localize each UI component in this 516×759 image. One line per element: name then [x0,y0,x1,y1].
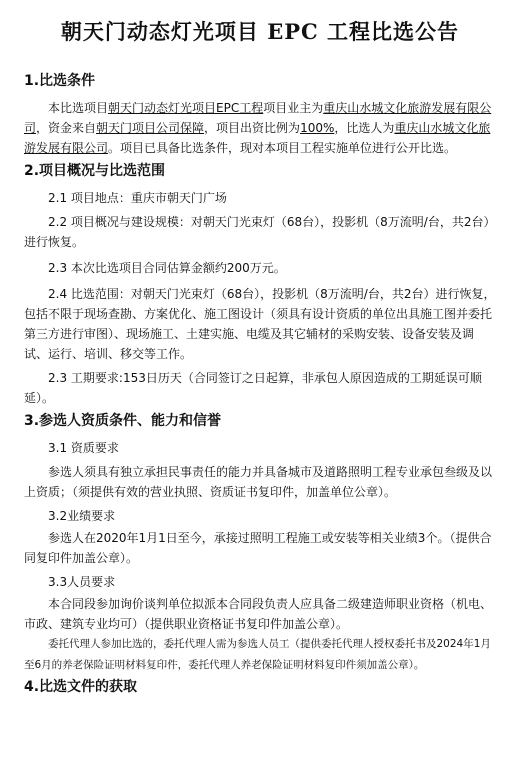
section-3-1-text: 参选人须具有独立承担民事责任的能力并具备城市及道路照明工程专业承包叁级及以上资质；（须提供有效的营业执照、资质证书复印件，加盖单位公章）。 [24,465,493,499]
section-3-2-text: 参选人在2020年1月1日至今，承接过照明工程施工或安装等相关业绩3个。（提供合同复印件加盖公章）。 [24,531,492,565]
section-1-heading: 1.比选条件 [24,73,96,89]
section-3-3-text: 本合同段参加询价谈判单位拟派本合同段负责人应具备二级建造师职业资格（机电、市政、建筑专业均可）（提供职业资格证书复印件加盖公章）。 [24,597,493,631]
project-name: 朝天门动态灯光项目EPC工程 [108,101,264,115]
section-2-heading: 2.项目概况与比选范围 [24,163,166,179]
section-3-3-agent-note: 委托代理人参加比选的，委托代理人需为参选人员工（提供委托代理人授权委托书及2024年1月至6月的养老保险证明材料复印件，委托代理人养老保险证明材料复印件须加盖公章）。 [24,638,491,671]
section-4-heading: 4.比选文件的获取 [24,679,138,695]
funding-ratio: 100% [300,121,335,135]
section-3-3: 3.3人员要求 [48,575,116,589]
section-1-paragraph: 本比选项目朝天门动态灯光项目EPC工程项目业主为重庆山水城文化旅游发展有限公司，资金来自朝天门项目公司保障，项目出资比例为100%，比选人为重庆山水城文化旅游发展有限公司。项目已具备比选条件，现对本项目工程实施单位进行公开比选。 [24,101,492,155]
selector-name: 重庆山水城文化旅游发展有限公司 [24,121,491,155]
section-2-3: 2.3 本次比选项目合同估算金额约200万元。 [48,261,286,275]
section-3-2: 3.2业绩要求 [48,509,116,523]
section-2-4: 2.4 比选范围：对朝天门光束灯（68台），投影机（8万流明/台，共2台）进行恢复，包括不限于现场查勘、方案优化、施工图设计（须具有设计资质的单位出具施工图并委托第三方进行审图）、现场施工、土建实施、电缆及其它辅材的采购安装、设备安装及调试、运行、培训、移交等工作。 [24,287,496,361]
section-2-2: 2.2 项目概况与建设规模：对朝天门光束灯（68台），投影机（8万流明/台，共2台）进行恢复。 [24,215,496,249]
section-2-5: 2.3 工期要求:153日历天（合同签订之日起算，非承包人原因造成的工期延误可顺延）。 [24,371,482,405]
section-2-1: 2.1 项目地点：重庆市朝天门广场 [48,191,227,205]
section-3-1: 3.1 资质要求 [48,441,119,455]
page-title: 朝天门动态灯光项目 EPC 工程比选公告 [60,19,460,44]
project-owner: 重庆山水城文化旅游发展有限公司 [24,101,492,135]
section-3-heading: 3.参选人资质条件、能力和信誉 [24,413,222,429]
fund-source: 朝天门项目公司保障 [96,121,205,135]
